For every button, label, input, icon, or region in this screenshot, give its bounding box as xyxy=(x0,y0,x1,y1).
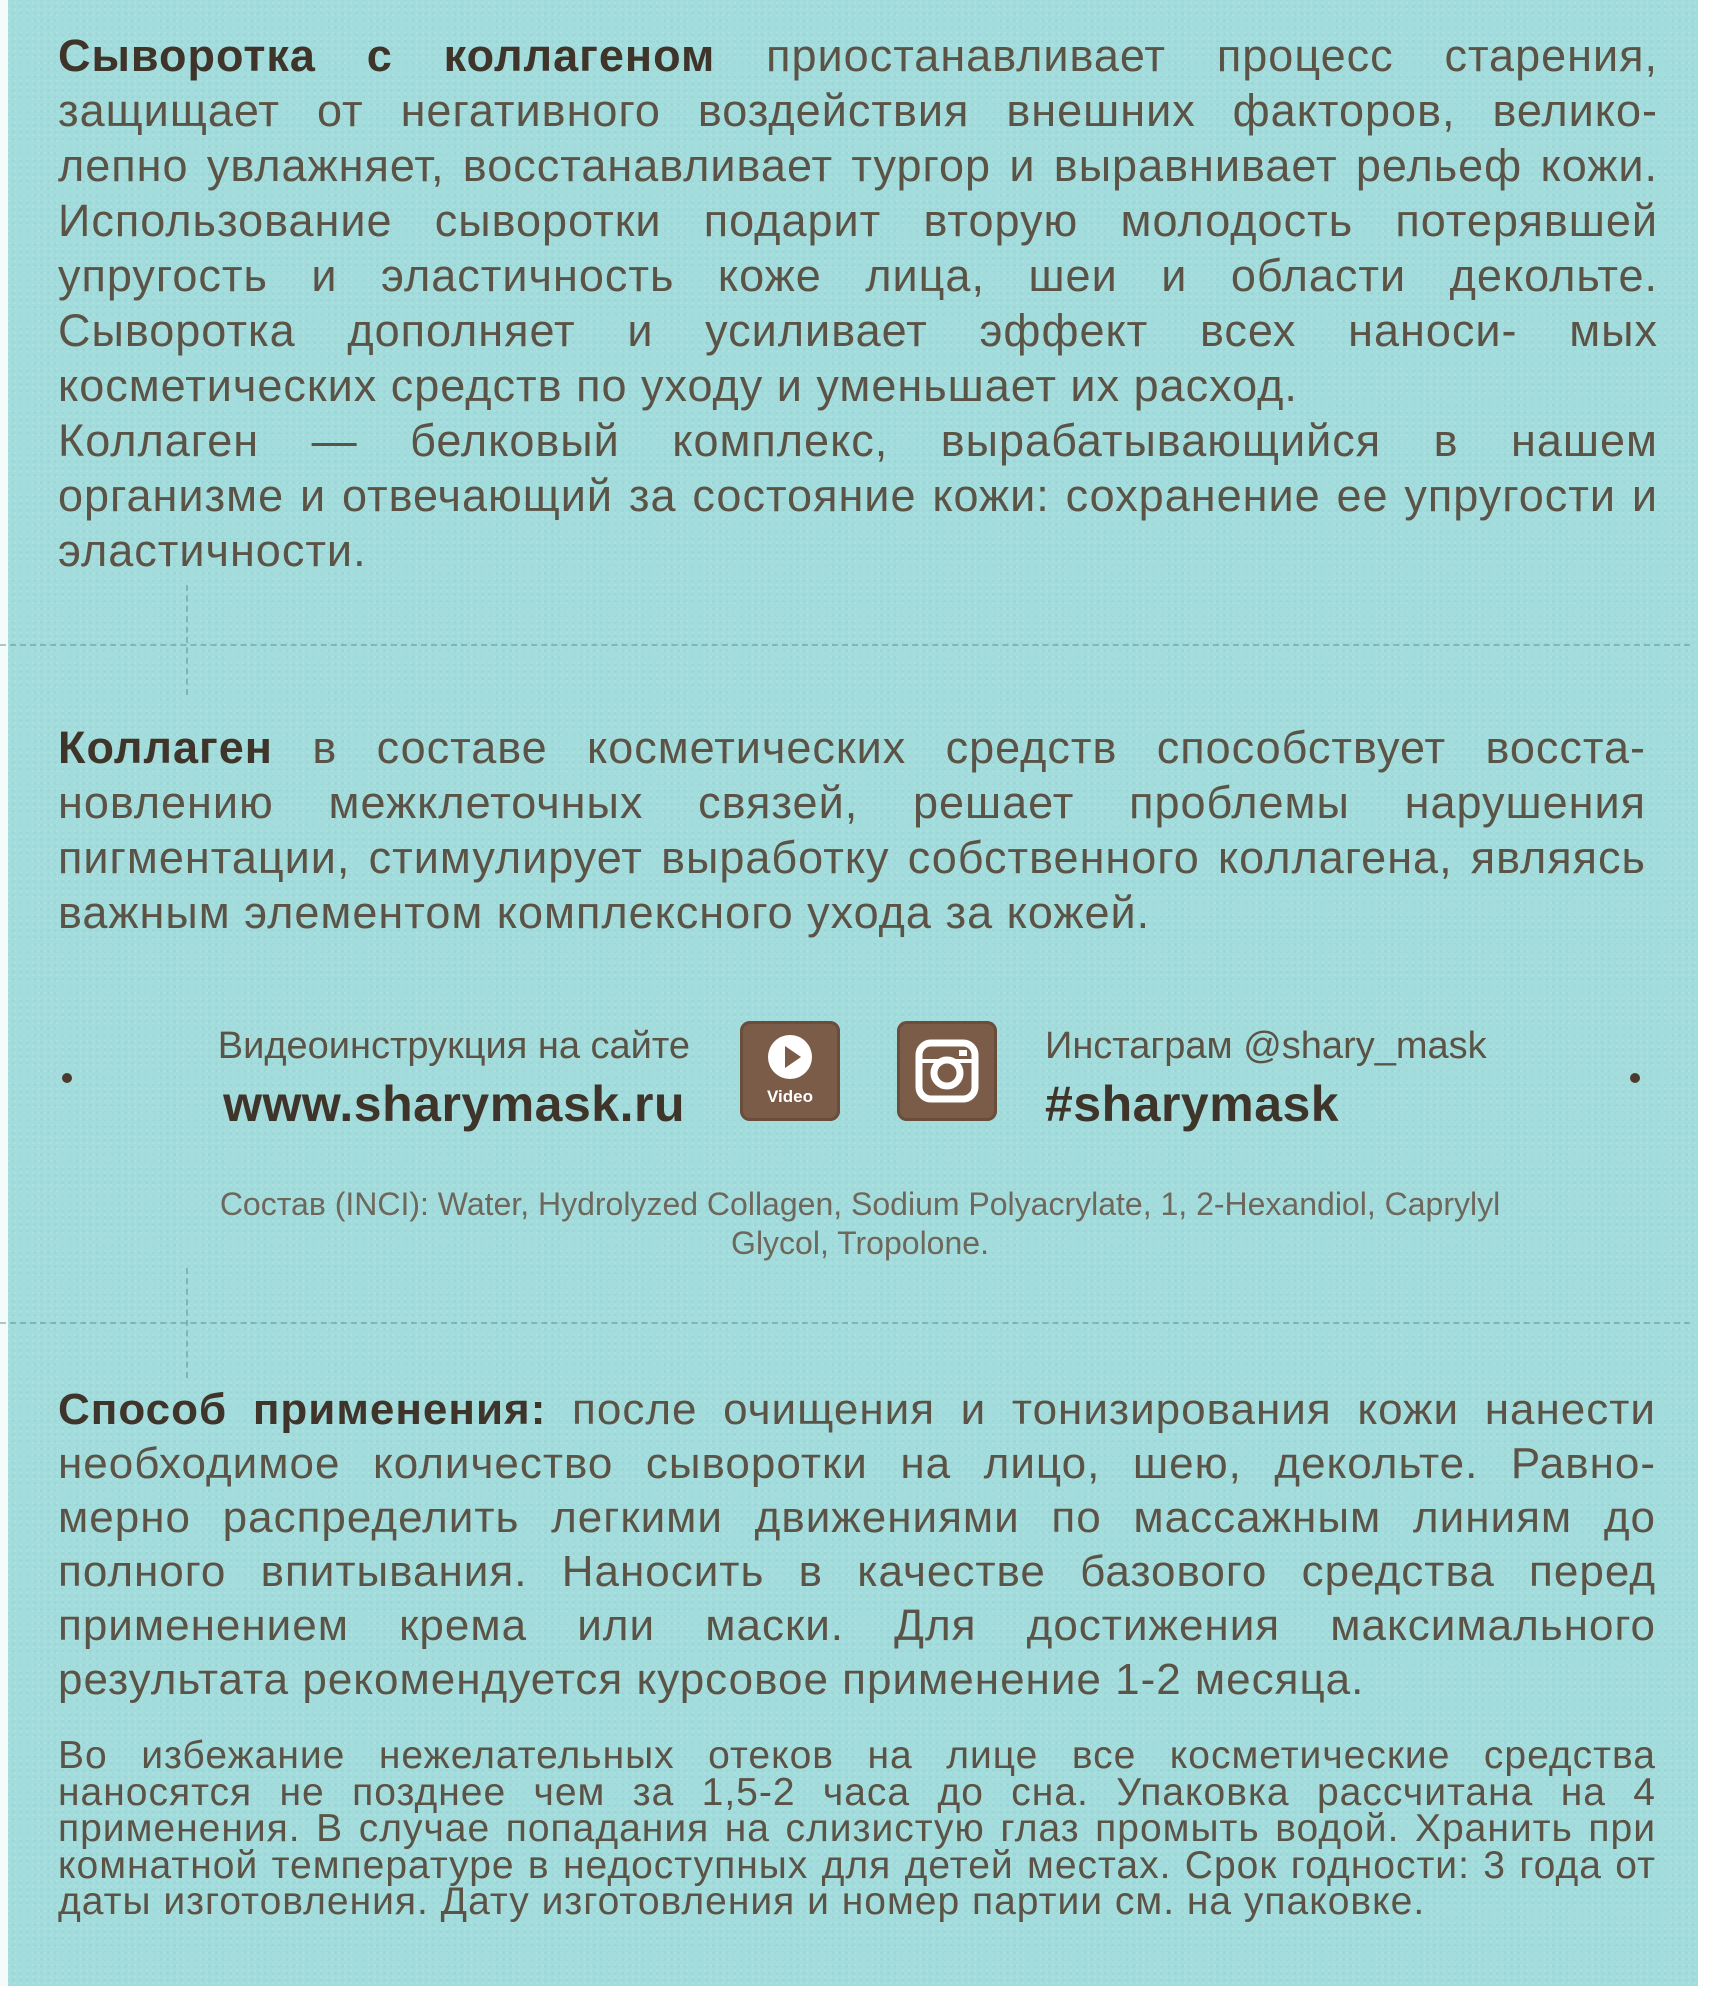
usage-line: после очищения и тонизирования кожи нанести xyxy=(572,1385,1656,1434)
usage-line: результата рекомендуется курсовое применение 1-2 месяца. xyxy=(58,1655,1365,1704)
usage-bold-title: Способ применения: xyxy=(58,1385,547,1434)
right-edge xyxy=(1698,0,1716,2000)
warning-line: Во избежание нежелательных отеков на лице все косметические средства xyxy=(58,1734,1656,1777)
collagen-line: новлению межклеточных связей, решает проблемы нарушения xyxy=(58,777,1646,828)
bullet-dot xyxy=(62,1073,72,1083)
left-edge xyxy=(0,0,8,2000)
perforation-tick xyxy=(186,585,188,695)
video-icon[interactable] xyxy=(740,1021,840,1121)
usage-line: применением крема или маски. Для достижения максимального xyxy=(58,1601,1656,1650)
usage-paragraph xyxy=(58,1383,1656,1707)
perforation-tick xyxy=(186,1268,188,1378)
perforation-line xyxy=(0,1322,1690,1324)
website-link[interactable]: www.sharymask.ru xyxy=(223,1076,685,1132)
intro-line: приостанавливает процесс старения, xyxy=(766,30,1658,81)
inci-line: Состав (INCI): Water, Hydrolyzed Collagen, Sodium Polyacrylate, 1, 2-Hexandiol, Caprylyl xyxy=(219,1186,1501,1222)
intro-line: Коллаген — белковый комплекс, вырабатывающийся в нашем xyxy=(58,415,1658,466)
bullet-dot xyxy=(1630,1073,1640,1083)
intro-line: потерявшей упругость и эластичность коже лица, шеи и области xyxy=(58,195,1658,301)
instagram-icon[interactable] xyxy=(897,1021,997,1121)
intro-line: кожи. Использование сыворотки подарит вторую молодость xyxy=(58,140,1658,246)
warning-line: года от даты изготовления. Дату изготовления и номер партии см. на упаковке. xyxy=(58,1843,1656,1923)
intro-line: декольте. Сыворотка дополняет и усиливает эффект всех наноси- xyxy=(58,250,1658,356)
warning-line: при комнатной температуре в недоступных для детей местах. Срок годности: 3 xyxy=(58,1807,1657,1887)
collagen-paragraph xyxy=(58,720,1646,940)
perforation-line xyxy=(0,644,1690,646)
intro-line: защищает от негативного воздействия внешних факторов, велико- xyxy=(58,85,1658,136)
hashtag[interactable]: #sharymask xyxy=(1045,1076,1340,1132)
intro-line: организме и отвечающий за состояние кожи: сохранение ее xyxy=(58,470,1389,521)
warning-paragraph xyxy=(58,1734,1657,1923)
intro-bold-title: Сыворотка с коллагеном xyxy=(58,30,716,81)
collagen-line: в составе косметических средств способствует восста- xyxy=(312,722,1646,773)
camera-icon xyxy=(897,1021,997,1121)
warning-line: применения. В случае попадания на слизистую глаз промыть водой. Хранить xyxy=(58,1807,1573,1850)
usage-line: мерно распределить легкими движениями по массажным линиям до xyxy=(58,1493,1656,1542)
video-instruction-caption: Видеоинструкция на сайте xyxy=(217,1025,690,1067)
play-icon xyxy=(768,1035,812,1079)
bottom-edge xyxy=(0,1986,1716,2000)
intro-line: лепно увлажняет, восстанавливает тургор и выравнивает рельеф xyxy=(58,140,1523,191)
warning-line: наносятся не позднее чем за 1,5-2 часа до сна. Упаковка рассчитана на 4 xyxy=(58,1770,1656,1814)
intro-line: мых косметических средств по уходу и уменьшает их расход. xyxy=(58,305,1658,411)
intro-line: упругости и эластичности. xyxy=(58,470,1658,576)
video-icon-label: Video xyxy=(767,1087,813,1106)
intro-paragraph xyxy=(58,28,1658,578)
collagen-bold-title: Коллаген xyxy=(58,722,273,773)
collagen-line: являясь важным элементом комплексного ухода за кожей. xyxy=(58,832,1646,938)
usage-line: необходимое количество сыворотки на лицо, шею, декольте. Равно- xyxy=(58,1439,1656,1488)
usage-line: полного впитывания. Наносить в качестве базового средства перед xyxy=(58,1547,1656,1596)
instagram-caption: Инстаграм @shary_mask xyxy=(1045,1025,1487,1067)
collagen-line: пигментации, стимулирует выработку собственного коллагена, xyxy=(58,832,1453,883)
inci-line: Glycol, Tropolone. xyxy=(731,1225,989,1261)
ingredients-inci xyxy=(90,1185,1630,1263)
